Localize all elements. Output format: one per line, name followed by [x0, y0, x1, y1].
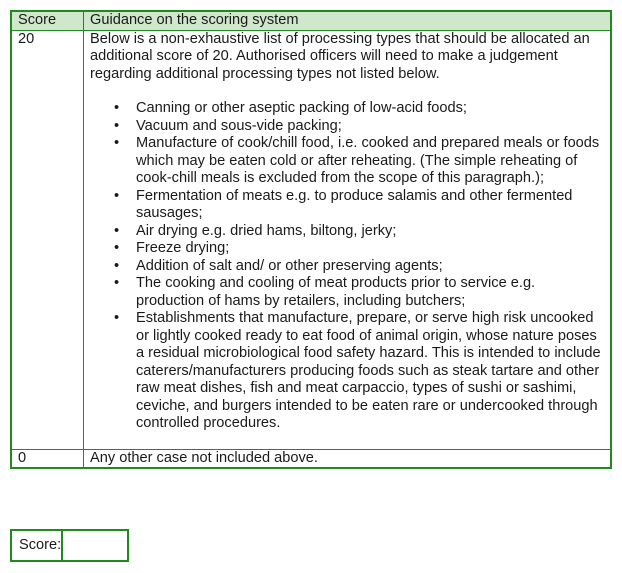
score-cell: 0	[11, 449, 84, 468]
list-item: • Canning or other aseptic packing of low-acid foods;	[136, 100, 610, 118]
table-row	[11, 30, 611, 449]
score-box	[10, 529, 129, 562]
list-item: • The cooking and cooling of meat products prior to service e.g. production of hams by retailers, including butchers;	[136, 275, 610, 310]
guidance-cell	[84, 30, 612, 449]
header-score: Score	[11, 11, 84, 30]
list-item: • Fermentation of meats e.g. to produce salamis and other fermented sausages;	[136, 188, 610, 223]
guidance-cell: Any other case not included above.	[84, 449, 612, 468]
scoring-guidance-table	[10, 10, 612, 469]
list-item: • Vacuum and sous-vide packing;	[136, 118, 610, 136]
list-item: • Addition of salt and/ or other preserving agents;	[136, 258, 610, 276]
table-header-row	[11, 11, 611, 30]
list-item: • Establishments that manufacture, prepare, or serve high risk uncooked or lightly cooked ready to eat food of animal origin, whose nature poses a residual microbiological food safety hazard. This is intended to include caterers/manufacturers producing foods such as steak tartare and other raw meat dishes, fish and meat carpaccio, types of sushi or sashimi, ceviche, and burgers intended to be eaten rare or undercooked through controlled procedures.	[136, 310, 610, 433]
table-row	[11, 449, 611, 468]
score-label: Score:	[12, 531, 63, 560]
score-cell: 20	[11, 30, 84, 449]
list-item: • Air drying e.g. dried hams, biltong, jerky;	[136, 223, 610, 241]
list-item: • Freeze drying;	[136, 240, 610, 258]
header-guidance: Guidance on the scoring system	[84, 11, 612, 30]
processing-types-list	[90, 100, 610, 449]
guidance-intro: Below is a non-exhaustive list of processing types that should be allocated an additional score of 20. Authorised officers will need to make a judgement regarding additional processing types not listed below.	[90, 30, 590, 82]
score-input[interactable]	[63, 531, 255, 560]
list-item: • Manufacture of cook/chill food, i.e. cooked and prepared meals or foods which may be eaten cold or after reheating. (The simple reheating of cook-chill meals is excluded from the scope of this paragraph.);	[136, 135, 610, 188]
